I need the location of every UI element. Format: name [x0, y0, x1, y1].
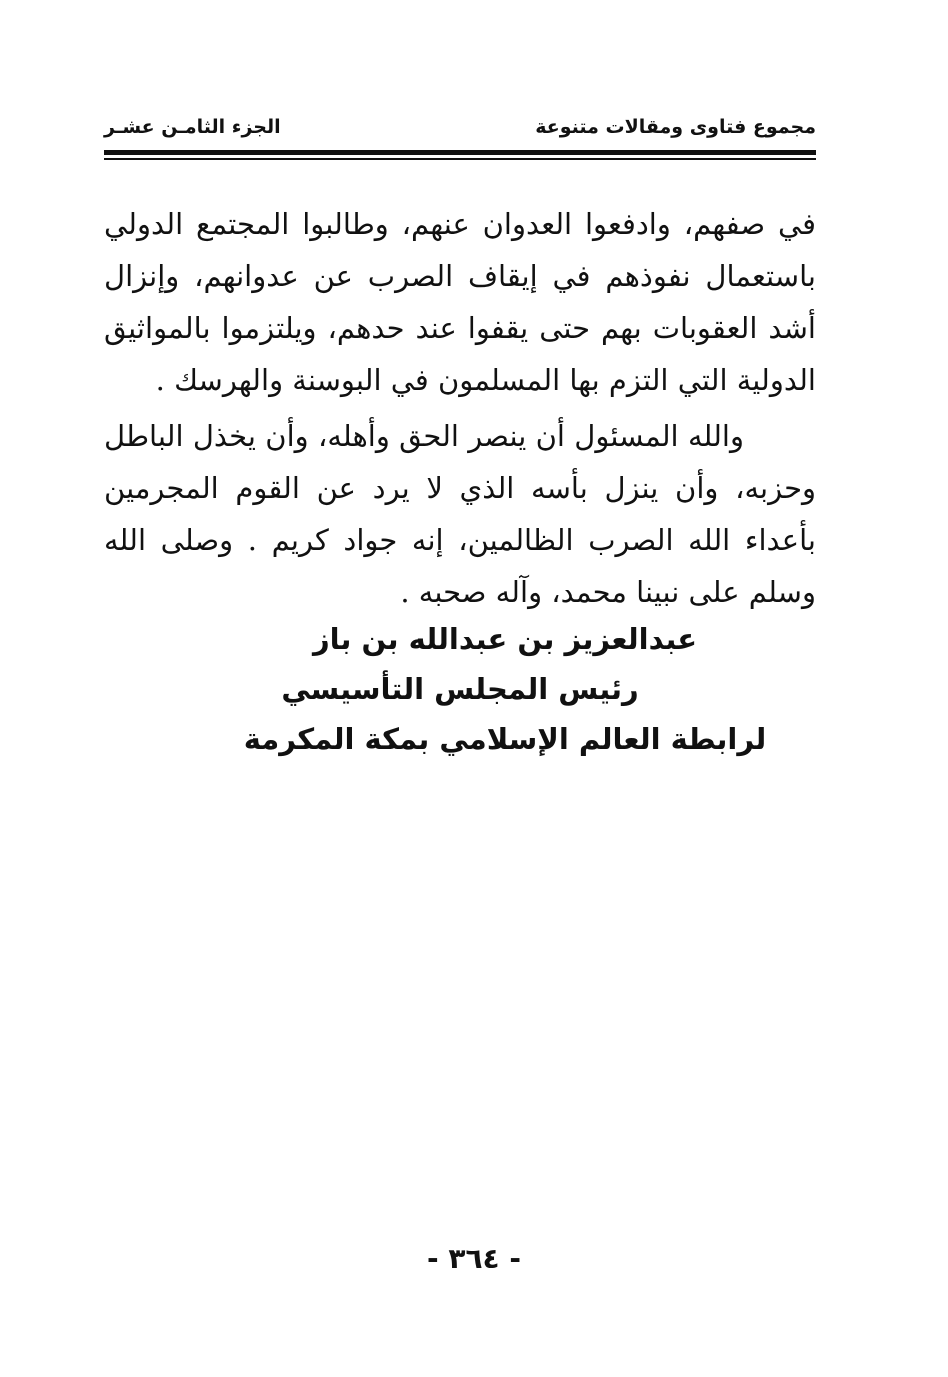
paragraph-2: والله المسئول أن ينصر الحق وأهله، وأن يخذل الباطل وحزبه، وأن ينزل بأسه الذي لا يرد عن القوم المجرمين بأعداء الله الصرب الظالمين، إنه جواد كريم . وصلى الله وسلم على نبينا محمد، وآله صحبه . — [104, 419, 816, 609]
header-rule-thick — [104, 150, 816, 155]
signature-organization: لرابطة العالم الإسلامي بمكة المكرمة — [243, 722, 767, 756]
book-title: مجموع فتاوى ومقالات متنوعة — [535, 116, 816, 138]
signature-block — [104, 614, 816, 764]
signature-title: رئيس المجلس التأسيسي — [281, 672, 639, 706]
paragraph-1: في صفهم، وادفعوا العدوان عنهم، وطالبوا المجتمع الدولي باستعمال نفوذهم في إيقاف الصرب عن عدوانهم، وإنزال أشد العقوبات بهم حتى يقفوا عند حدهم، ويلتزموا بالمواثيق الدولية التي التزم بها المسلمون في البوسنة والهرسك . — [104, 207, 816, 397]
body-text — [104, 198, 816, 618]
running-header — [104, 112, 816, 146]
signature-name: عبدالعزيز بن عبدالله بن باز — [312, 622, 698, 656]
volume-label: الجزء الثامـن عشـر — [104, 116, 281, 138]
page-number: - ٣٦٤ - — [426, 1242, 522, 1275]
header-rule-thin — [104, 158, 816, 160]
